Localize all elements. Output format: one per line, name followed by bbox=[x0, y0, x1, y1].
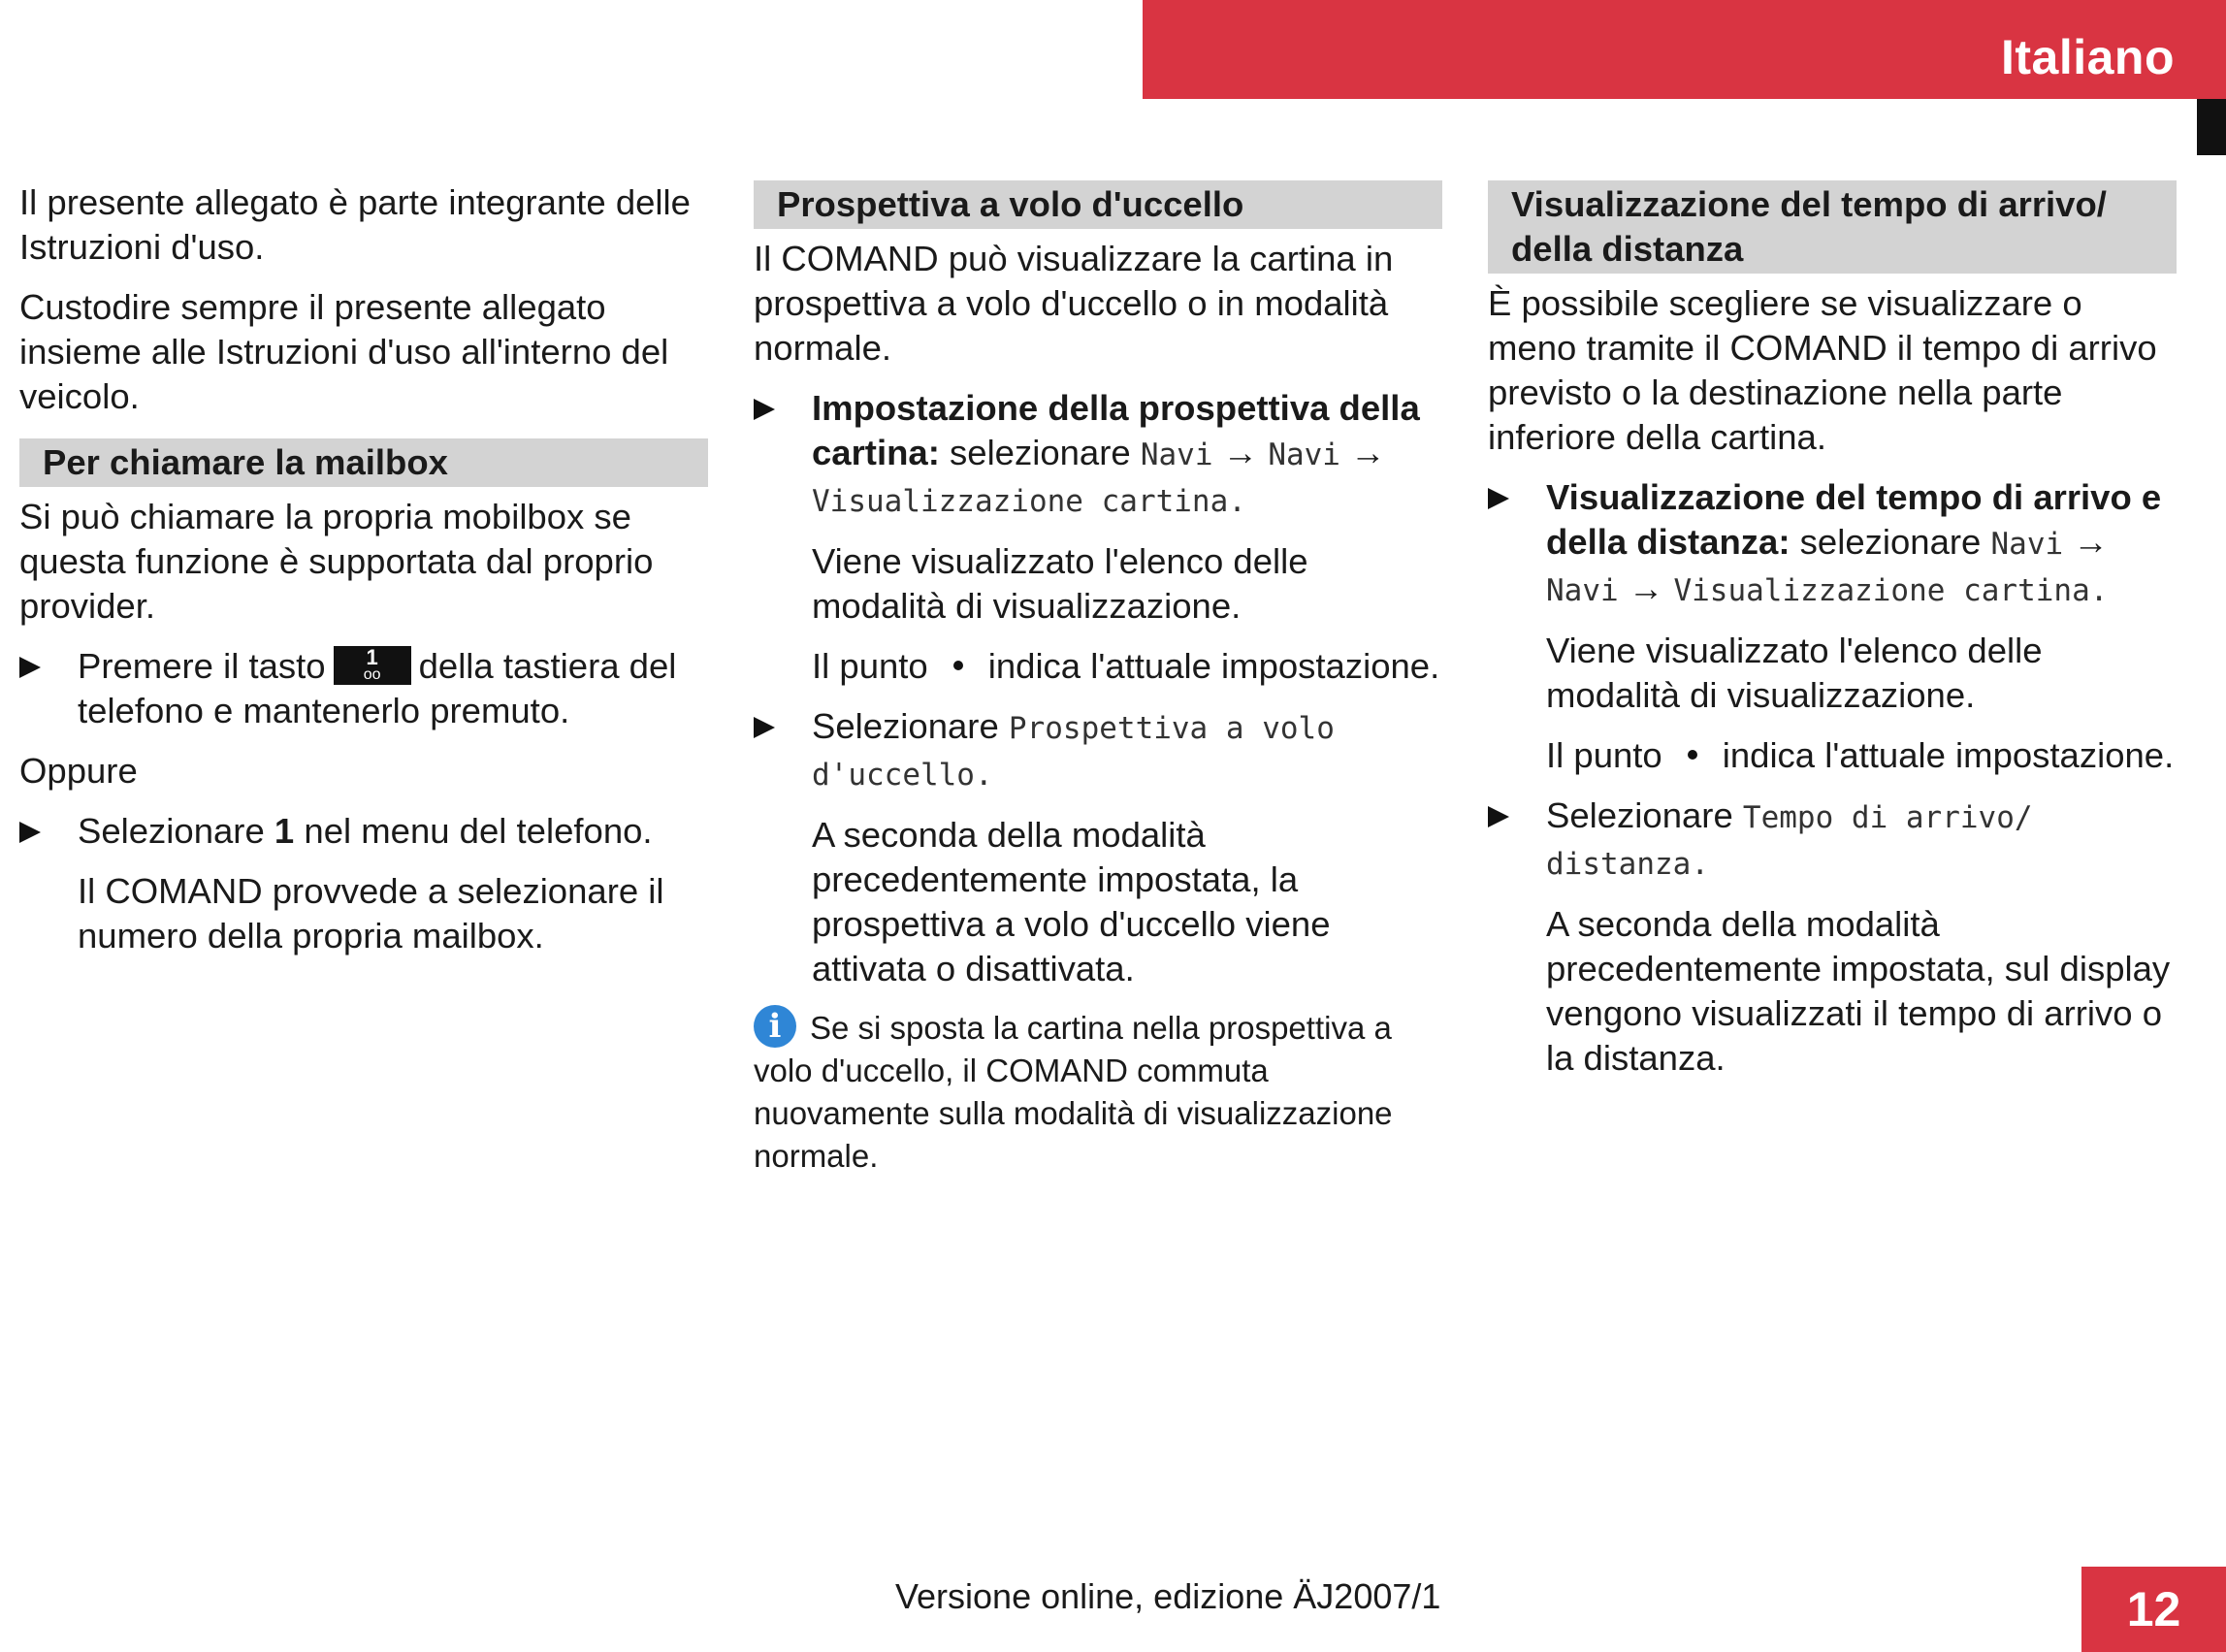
step-text: Premere il tasto bbox=[78, 646, 326, 686]
voicemail-key-icon bbox=[334, 646, 411, 685]
step-end: . bbox=[1691, 847, 1709, 882]
intro-paragraph-1: Il presente allegato è parte integrante delle Istruzioni d'uso. bbox=[19, 182, 691, 267]
step-text: della tastiera del telefono e mantenerlo premuto. bbox=[78, 646, 677, 730]
current-setting-note bbox=[1488, 733, 2177, 778]
thumb-tab-marker bbox=[2197, 99, 2226, 155]
step-press-key bbox=[19, 644, 708, 733]
step-text: selezionare bbox=[1799, 522, 1982, 562]
step-set-perspective bbox=[754, 386, 1442, 524]
menu-arrow: → bbox=[1222, 433, 1259, 472]
step-text: Selezionare bbox=[812, 706, 999, 746]
page-number: 12 bbox=[2081, 1567, 2226, 1652]
section-heading-mailbox: Per chiamare la mailbox bbox=[19, 438, 708, 487]
step-text: selezionare bbox=[950, 433, 1131, 472]
dot-note-text: indica l'attuale impostazione. bbox=[987, 646, 1440, 686]
step-end: . bbox=[1228, 484, 1246, 519]
step-result: Viene visualizzato l'elenco delle modalità di visualizzazione. bbox=[812, 541, 1308, 626]
mailbox-body: Si può chiamare la propria mobilbox se questa funzione è supportata dal proprio provider. bbox=[19, 497, 654, 626]
bullet-dot-icon bbox=[953, 661, 963, 670]
bullet-dot-icon bbox=[1688, 750, 1697, 760]
language-title: Italiano bbox=[2000, 30, 2175, 84]
section-heading-arrival-time: Visualizzazione del tempo di arrivo/ della distanza bbox=[1488, 180, 2177, 274]
step-end: . bbox=[2089, 573, 2109, 608]
step-display-arrival bbox=[1488, 475, 2177, 613]
step-arrow-icon bbox=[19, 657, 41, 678]
info-icon: i bbox=[754, 1005, 796, 1048]
column-middle bbox=[754, 180, 1442, 1178]
key-number: 1 bbox=[366, 645, 378, 670]
menu-path-item: Visualizzazione cartina bbox=[1673, 573, 2090, 608]
step-result: Viene visualizzato l'elenco delle modalità di visualizzazione. bbox=[1546, 631, 2043, 715]
step-arrow-icon bbox=[1488, 488, 1509, 509]
info-note bbox=[754, 1007, 1442, 1178]
step-end: . bbox=[974, 758, 993, 793]
menu-path-item: Navi bbox=[1268, 437, 1340, 472]
menu-arrow: → bbox=[1350, 433, 1386, 472]
step-arrow-icon bbox=[754, 399, 775, 420]
step-select-menu bbox=[19, 809, 708, 854]
column-right bbox=[1488, 180, 2177, 1096]
step-arrow-icon bbox=[754, 717, 775, 738]
step-result: A seconda della modalità precedentemente impostata, la prospettiva a volo d'uccello viene attivata o disattivata. bbox=[812, 815, 1331, 988]
footer-version: Versione online, edizione ÄJ2007/1 bbox=[895, 1576, 1441, 1616]
step-arrow-icon bbox=[19, 822, 41, 843]
intro-paragraph-2: Custodire sempre il presente allegato insieme alle Istruzioni d'uso all'interno del veicolo. bbox=[19, 287, 669, 416]
step-text: nel menu del telefono. bbox=[304, 811, 653, 851]
dot-note-text: Il punto bbox=[1546, 735, 1662, 775]
arrival-body: È possibile scegliere se visualizzare o meno tramite il COMAND il tempo di arrivo previsto o la destinazione nella parte inferiore della cartina. bbox=[1488, 283, 2157, 457]
menu-path-item: Navi bbox=[1990, 527, 2064, 562]
step-select-bird-view bbox=[754, 704, 1442, 797]
column-left bbox=[19, 180, 708, 974]
key-label: 1 bbox=[274, 811, 295, 851]
dot-note-text: Il punto bbox=[812, 646, 928, 686]
menu-path-item: Visualizzazione cartina bbox=[812, 484, 1229, 519]
menu-arrow: → bbox=[1628, 568, 1664, 608]
step-result: Il COMAND provvede a selezionare il numero della propria mailbox. bbox=[78, 871, 664, 956]
step-result: A seconda della modalità precedentemente impostata, sul display vengono visualizzati il tempo di arrivo o la distanza. bbox=[1546, 904, 2171, 1078]
step-title: Visualizzazione del tempo di arrivo e della distanza: bbox=[1546, 477, 2162, 562]
voicemail-symbol: oo bbox=[363, 666, 381, 684]
step-title: Impostazione della prospettiva della cartina: bbox=[812, 388, 1420, 472]
step-text: Selezionare bbox=[1546, 795, 1733, 835]
menu-arrow: → bbox=[2073, 522, 2109, 562]
bird-view-body: Il COMAND può visualizzare la cartina in prospettiva a volo d'uccello o in modalità normale. bbox=[754, 239, 1394, 368]
info-note-text: Se si sposta la cartina nella prospettiva a volo d'uccello, il COMAND commuta nuovamente sulla modalità di visualizzazione normale. bbox=[754, 1010, 1393, 1174]
current-setting-note bbox=[754, 644, 1442, 689]
menu-path-item: Prospettiva a volo d'uccello bbox=[812, 711, 1335, 793]
oppure-label: Oppure bbox=[19, 751, 138, 791]
step-arrow-icon bbox=[1488, 806, 1509, 827]
section-heading-bird-view: Prospettiva a volo d'uccello bbox=[754, 180, 1442, 229]
step-text: Selezionare bbox=[78, 811, 265, 851]
header-bar bbox=[1143, 0, 2226, 99]
menu-path-item: Navi bbox=[1140, 437, 1213, 472]
dot-note-text: indica l'attuale impostazione. bbox=[1722, 735, 2175, 775]
step-select-arrival bbox=[1488, 794, 2177, 887]
menu-path-item: Navi bbox=[1546, 573, 1619, 608]
menu-path-item: Tempo di arrivo/ distanza bbox=[1546, 800, 2033, 882]
